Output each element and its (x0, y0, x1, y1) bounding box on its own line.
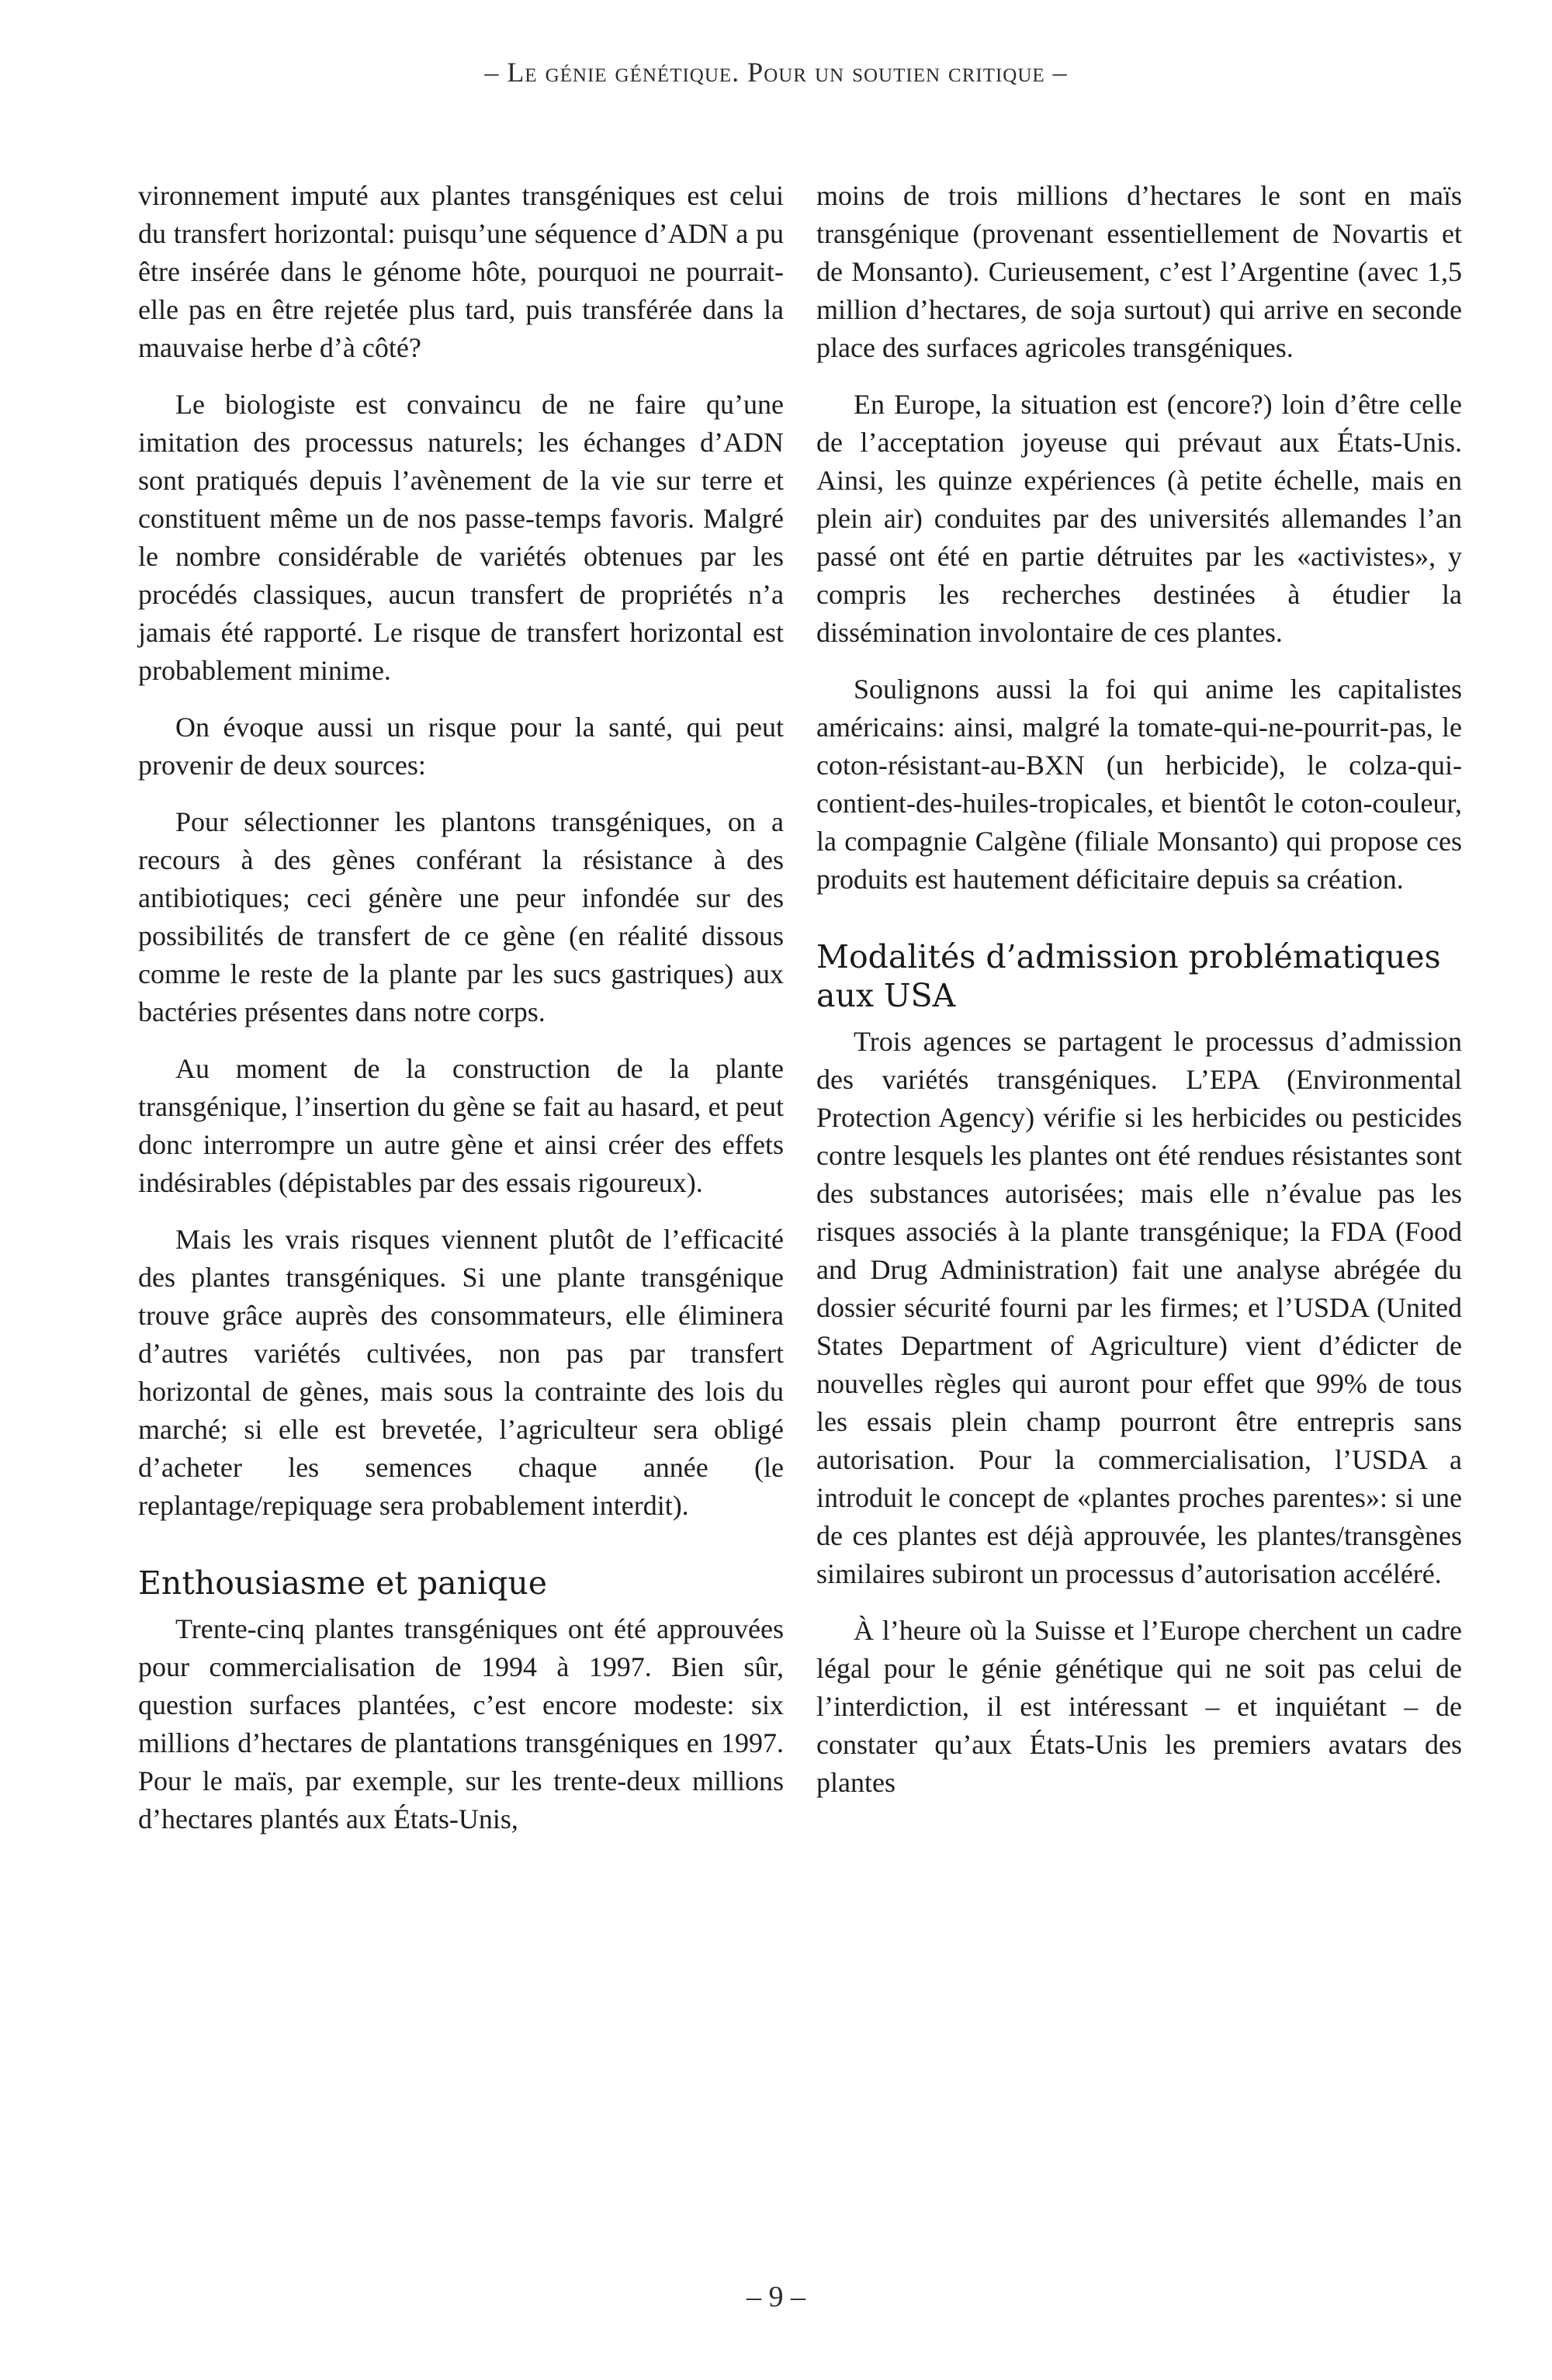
paragraph: Soulignons aussi la foi qui anime les capitalistes américains: ainsi, malgré la tomate-qui-ne-pourrit-pas, le coton-résistant-au-BXN (un herbicide), le colza-qui-contient-des-huiles-tropicales, et bientôt le coton-couleur, la compagnie Calgène (filiale Monsanto) qui propose ces produits est hautement déficitaire depuis sa création. (816, 674, 1462, 895)
section-heading: Enthousiasme et panique (138, 1564, 548, 1602)
page-number: – 9 – (747, 2281, 805, 2313)
paragraph: Mais les vrais risques viennent plutôt de l’efficacité des plantes transgéniques. Si une plante transgénique trouve grâce auprès des consommateurs, elle éliminera d’autres variétés cultivées, non pas par transfert horizontal de gènes, mais sous la contrainte des lois du marché; si elle est brevetée, l’agriculteur sera obligé d’acheter les semences chaque année (le replantage/repiquage sera probablement interdit). (138, 1224, 784, 1521)
paragraph: En Europe, la situation est (encore?) loin d’être celle de l’acceptation joyeuse qui prévaut aux États-Unis. Ainsi, les quinze expériences (à petite échelle, mais en plein air) conduites par des universités allemandes l’an passé ont été en partie détruites par les «activistes», y compris les recherches destinées à étudier la dissémination involontaire de ces plantes. (816, 389, 1462, 648)
paragraph: Pour sélectionner les plantons transgéniques, on a recours à des gènes conférant la résistance à des antibiotiques; ceci génère une peur infondée sur des possibilités de transfert de ce gène (en réalité dissous comme le reste de la plante par les sucs gastriques) aux bactéries présentes dans notre corps. (138, 806, 784, 1027)
left-column (138, 177, 784, 1857)
paragraph: Trente-cinq plantes transgéniques ont été approuvées pour commercialisation de 1994 à 1997. Bien sûr, question surfaces plantées, c’est encore modeste: six millions d’hectares de plantations transgéniques en 1997. Pour le maïs, par exemple, sur les trente-deux millions d’hectares plantés aux États-Unis, (138, 1613, 784, 1834)
paragraph: Trois agences se partagent le processus d’admission des variétés transgéniques. L’EPA (Environmental Protection Agency) vérifie si les herbicides ou pesticides contre lesquels les plantes ont été rendues résistantes sont des substances autorisées; mais elle n’évalue pas les risques associés à la plante transgénique; la FDA (Food and Drug Administration) fait une analyse abrégée du dossier sécurité fourni par les firmes; et l’USDA (United States Department of Agriculture) vient d’édicter de nouvelles règles qui auront pour effet que 99% de tous les essais plein champ pourront être entrepris sans autorisation. Pour la commercialisation, l’USDA a introduit le concept de «plantes proches parentes»: si une de ces plantes est déjà approuvée, les plantes/transgènes similaires subiront un processus d’autorisation accéléré. (816, 1026, 1462, 1589)
paragraph: Au moment de la construction de la plante transgénique, l’insertion du gène se fait au hasard, et peut donc interrompre un autre gène et ainsi créer des effets indésirables (dépistables par des essais rigoureux). (138, 1053, 784, 1198)
paragraph: Le biologiste est convaincu de ne faire qu’une imitation des processus naturels; les échanges d’ADN sont pratiqués depuis l’avènement de la vie sur terre et constituent même un de nos passe-temps favoris. Malgré le nombre considérable de variétés obtenues par les procédés classiques, aucun transfert de propriétés n’a jamais été rapporté. Le risque de transfert horizontal est probablement minime. (138, 389, 784, 686)
paragraph: On évoque aussi un risque pour la santé, qui peut provenir de deux sources: (138, 712, 784, 781)
paragraph: moins de trois millions d’hectares le sont en maïs transgénique (provenant essentiellement de Novartis et de Monsanto). Curieusement, c’est l’Argentine (avec 1,5 million d’hectares, de soja surtout) qui arrive en seconde place des surfaces agricoles transgéniques. (816, 180, 1462, 363)
paragraph: À l’heure où la Suisse et l’Europe cherchent un cadre légal pour le génie génétique qui ne soit pas celui de l’interdiction, il est intéressant – et inquiétant – de constater qu’aux États-Unis les premiers avatars des plantes (816, 1615, 1462, 1798)
right-column (816, 177, 1462, 1821)
paragraph: vironnement imputé aux plantes transgéniques est celui du transfert horizontal: puisqu’une séquence d’ADN a pu être insérée dans le génome hôte, pourquoi ne pourrait-elle pas en être rejetée plus tard, puis transférée dans la mauvaise herbe d’à côté? (138, 180, 784, 363)
running-header: – Le génie génétique. Pour un soutien critique – (484, 57, 1068, 88)
section-heading: Modalités d’admission problématiques aux USA (816, 938, 1441, 1014)
